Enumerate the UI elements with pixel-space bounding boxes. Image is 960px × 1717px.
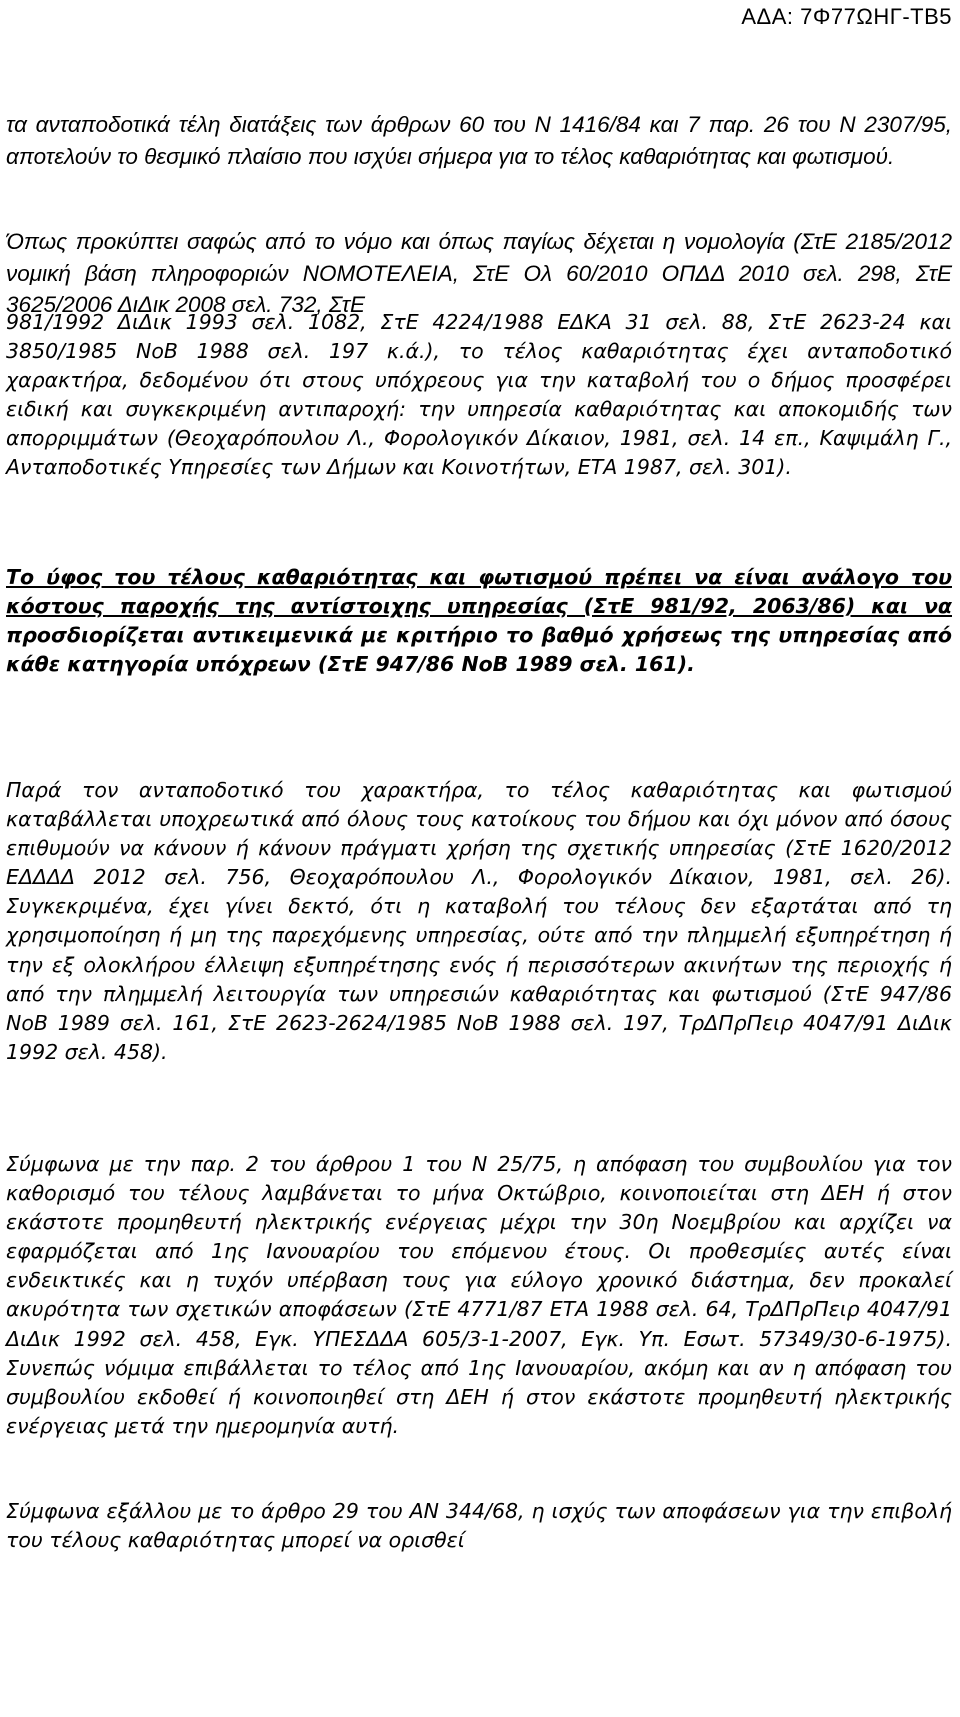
paragraph-legal-basis: τα ανταποδοτικά τέλη διατάξεις των άρθρων 60 του Ν 1416/84 και 7 παρ. 26 του Ν 2307/95, αποτελούν το θεσμικό πλαίσιο που ισχύει σήμερα για το τέλος καθαριότητας και φωτισμού. xyxy=(6,112,952,169)
underlined-fee-rule: Το ύφος του τέλους καθαριότητας και φωτισμού πρέπει να είναι ανάλογο του κόστους παροχής της αντίστοιχης υπηρεσίας (ΣτΕ 981/92, 2063/86) και να xyxy=(6,565,952,619)
document-code: ΑΔΑ: 7Φ77ΩΗΓ-ΤΒ5 xyxy=(741,4,952,29)
paragraph-validity: Σύμφωνα εξάλλου με το άρθρο 29 του ΑΝ 344/68, η ισχύς των αποφάσεων για την επιβολή του τέλους καθαριότητας μπορεί να ορισθεί xyxy=(6,1499,952,1553)
paragraph-mandatory-payment: Παρά τον ανταποδοτικό του χαρακτήρα, το τέλος καθαριότητας και φωτισμού καταβάλλεται υποχρεωτικά από όλους τους κατοίκους του δήμου και όχι μόνον από όσους επιθυμούν να κάνουν ή κάνουν πράγματι χρήση της σχετικής υπηρεσίας (ΣτΕ 1620/2012 ΕΔΔΔΔ 2012 σελ. 756, Θεοχαρόπουλου Λ., Φορολογικόν Δίκαιον, 1981, σελ. 26). Συγκεκριμένα, έχει γίνει δεκτό, ότι η καταβολή του τέλους δεν εξαρτάται από τη χρησιμοποίηση ή μη της παρεχόμενης υπηρεσίας, ούτε από την πλημμελή εξυπηρέτηση ή την εξ ολοκλήρου έλλειψη εξυπηρέτησης ενός ή περισσότερων ακινήτων της περιοχής ή από την πλημμελή λειτουργία των υπηρεσιών καθαριότητας και φωτισμού (ΣτΕ 947/86 ΝοΒ 1989 σελ. 161, ΣτΕ 2623-2624/1985 ΝοΒ 1988 σελ. 197, ΤρΔΠρΠειρ 4047/91 ΔιΔικ 1992 σελ. 458). xyxy=(6,778,952,1064)
fee-rule-continuation: προσδιορίζεται αντικειμενικά με κριτήριο το βαθμό χρήσεως της υπηρεσίας από κάθε κατηγορία υπόχρεων (ΣτΕ 947/86 ΝοΒ 1989 σελ. 161). xyxy=(6,623,952,677)
paragraph-case-law-start: Όπως προκύπτει σαφώς από το νόμο και όπως παγίως δέχεται η νομολογία (ΣτΕ 2185/2012 νομική βάση πληροφοριών ΝΟΜΟΤΕΛΕΙΑ, ΣτΕ Ολ 60/2010 ΟΠΔΔ 2010 σελ. 298, ΣτΕ 3625/2006 ΔιΔικ 2008 σελ. 732, ΣτΕ xyxy=(6,229,952,318)
paragraph-fee-amount-rule xyxy=(6,563,952,679)
paragraph-reciprocal-character: 981/1992 ΔιΔικ 1993 σελ. 1082, ΣτΕ 4224/1988 ΕΔΚΑ 31 σελ. 88, ΣτΕ 2623-24 και 3850/1985 ΝοΒ 1988 σελ. 197 κ.ά.), το τέλος καθαριότητας έχει ανταποδοτικό χαρακτήρα, δεδομένου ότι στους υπόχρεους για την καταβολή του ο δήμος προσφέρει ειδική και συγκεκριμένη αντιπαροχή: την υπηρεσία καθαριότητας και αποκομιδής των απορριμμάτων (Θεοχαρόπουλου Λ., Φορολογικόν Δίκαιον, 1981, σελ. 14 επ., Καψιμάλη Γ., Ανταποδοτικές Υπηρεσίες των Δήμων και Κοινοτήτων, ΕΤΑ 1987, σελ. 301). xyxy=(6,310,952,480)
paragraph-decision-timing: Σύμφωνα με την παρ. 2 του άρθρου 1 του Ν 25/75, η απόφαση του συμβουλίου για τον καθορισμό του τέλους λαμβάνεται το μήνα Οκτώβριο, κοινοποιείται στη ΔΕΗ ή στον εκάστοτε προμηθευτή ηλεκτρικής ενέργειας μέχρι την 30η Νοεμβρίου και αρχίζει να εφαρμόζεται από 1ης Ιανουαρίου του επόμενου έτους. Οι προθεσμίες αυτές είναι ενδεικτικές και η τυχόν υπέρβαση τους για εύλογο χρονικό διάστημα, δεν προκαλεί ακυρότητα των σχετικών αποφάσεων (ΣτΕ 4771/87 ΕΤΑ 1988 σελ. 64, ΤρΔΠρΠειρ 4047/91 ΔιΔικ 1992 σελ. 458, Εγκ. ΥΠΕΣΔΔΑ 605/3-1-2007, Εγκ. Υπ. Εσωτ. 57349/30-6-1975). Συνεπώς νόμιμα επιβάλλεται το τέλος από 1ης Ιανουαρίου, ακόμη και αν η απόφαση του συμβουλίου εκδοθεί ή κοινοποιηθεί στη ΔΕΗ ή στον εκάστοτε προμηθευτή ηλεκτρικής ενέργειας μετά την ημερομηνία αυτή. xyxy=(6,1152,952,1438)
